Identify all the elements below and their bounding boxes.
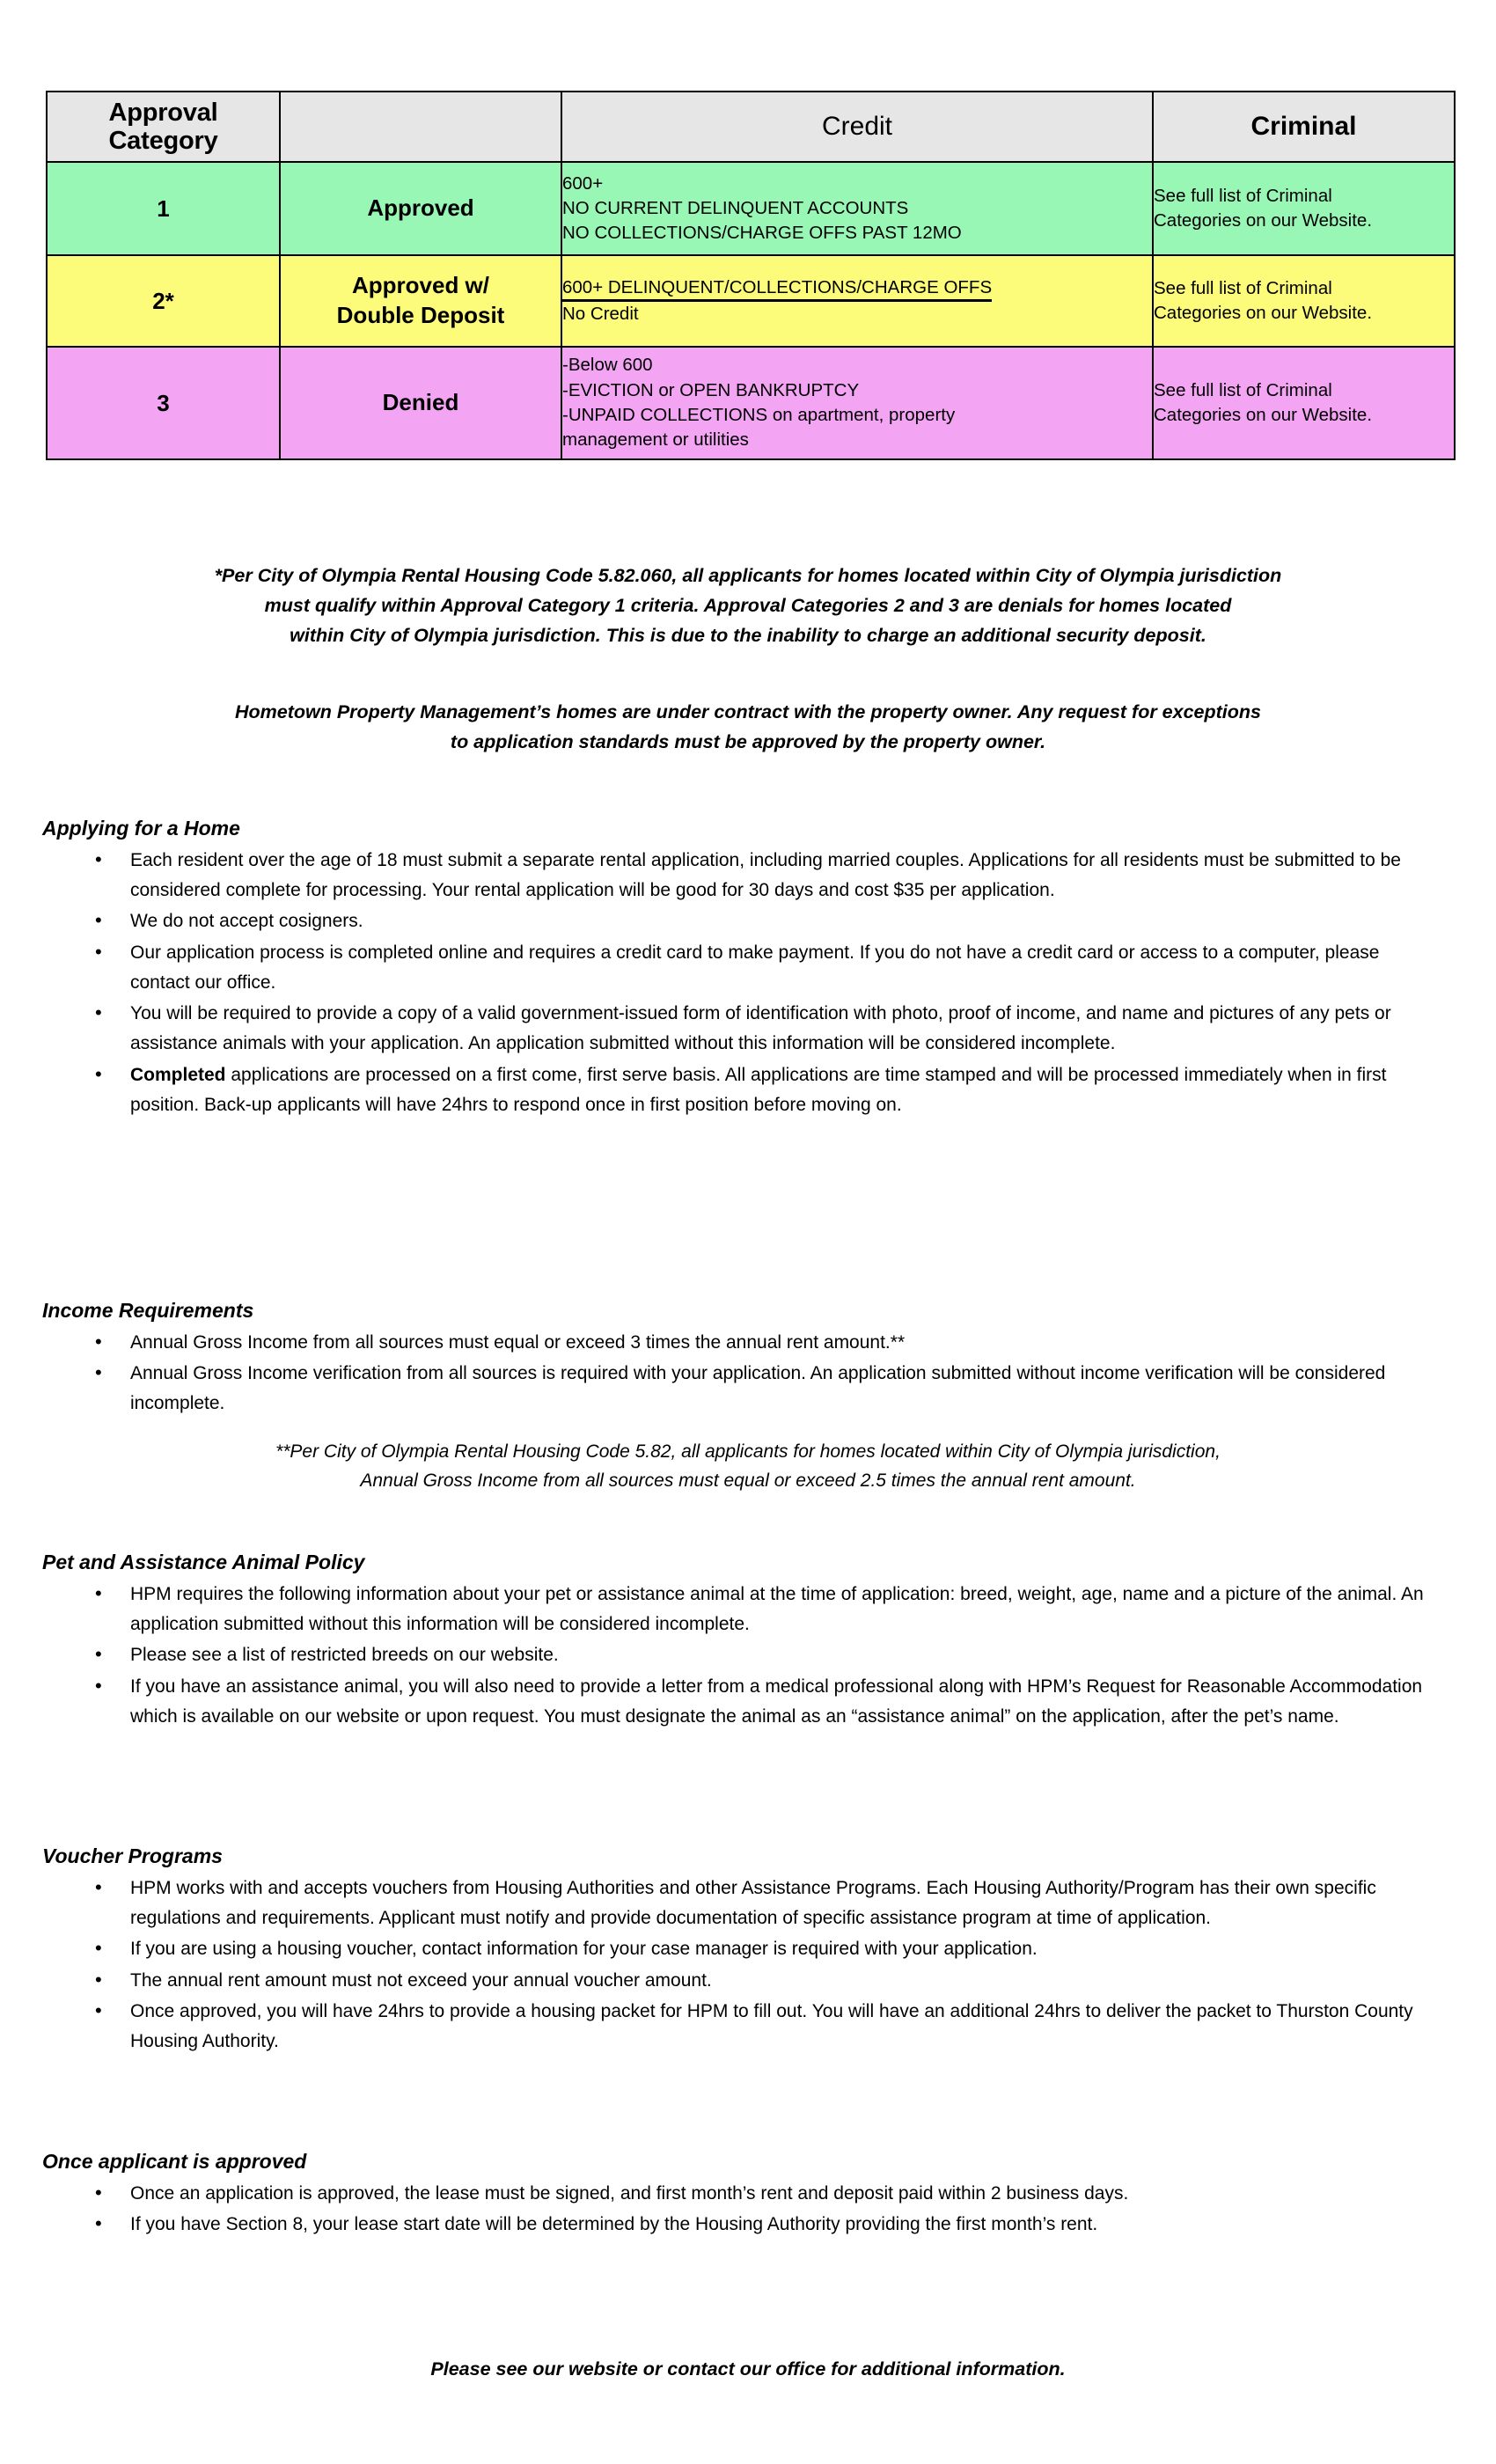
cell-status-2: [280, 255, 561, 347]
list-item: • HPM requires the following information about your pet or assistance animal at the time of application: breed, weight, age, name and a picture of the animal. An application submitted without this information will be considered incomplete.: [0, 1580, 1496, 1639]
subnote-line: Annual Gross Income from all sources must equal or exceed 2.5 times the annual rent amount.: [360, 1470, 1136, 1492]
credit-line-text: 600+ DELINQUENT/COLLECTIONS/CHARGE OFFS: [562, 277, 992, 303]
criminal-line: Categories on our Website.: [1154, 303, 1373, 323]
list-item-completed: [0, 1060, 1496, 1120]
section-title: Pet and Assistance Animal Policy: [42, 1551, 365, 1573]
list-item: • We do not accept cosigners.: [0, 906, 1496, 936]
criminal-line: Categories on our Website.: [1154, 210, 1373, 231]
list-item: • If you have Section 8, your lease start date will be determined by the Housing Authority providing the first month’s rent.: [0, 2210, 1496, 2240]
table-row-category-1: [47, 162, 1455, 255]
header-approval-category-line2: Category: [108, 127, 218, 155]
bullet-list-income: [0, 1328, 1496, 1419]
list-item: • HPM works with and accepts vouchers from Housing Authorities and other Assistance Programs. Each Housing Authority/Program has their own specific regulations and requirements. Applicant must notify and provide documentation of specific assistance program at time of application.: [0, 1874, 1496, 1933]
approval-criteria-table: [46, 91, 1454, 460]
section-title: Once applicant is approved: [42, 2150, 307, 2173]
subnote-line: **Per City of Olympia Rental Housing Code 5.82, all applicants for homes located within City of Olympia jurisdiction,: [275, 1441, 1221, 1462]
subnote-olympia-income: [0, 1437, 1496, 1496]
table-header-row: [47, 92, 1455, 162]
bullet-list-voucher: [0, 1874, 1496, 2057]
bullet-list-applying: [0, 846, 1496, 1120]
credit-line: No Credit: [562, 304, 639, 325]
note-line: to application standards must be approved by the property owner.: [450, 730, 1046, 752]
section-title: Voucher Programs: [42, 1844, 223, 1867]
header-approval-category: [47, 92, 280, 162]
list-item: • If you are using a housing voucher, contact information for your case manager is required with your application.: [0, 1934, 1496, 1964]
credit-line-underlined: [562, 275, 1152, 303]
bullet-list-pets: [0, 1580, 1496, 1732]
credit-line: management or utilities: [562, 429, 749, 451]
cell-category-2: 2*: [47, 255, 280, 347]
header-credit: Credit: [561, 92, 1153, 162]
criminal-line: See full list of Criminal: [1154, 379, 1332, 400]
list-item: • Each resident over the age of 18 must submit a separate rental application, including married couples. Applications for all residents must be submitted to be considered complete for processing. Your rental application will be good for 30 days and cost $35 per application.: [0, 846, 1496, 906]
table-row-category-2: [47, 255, 1455, 347]
list-item: • Once an application is approved, the lease must be signed, and first month’s rent and deposit paid within 2 business days.: [0, 2179, 1496, 2209]
credit-line: -UNPAID COLLECTIONS on apartment, property: [562, 405, 956, 425]
list-item: • If you have an assistance animal, you will also need to provide a letter from a medical professional along with HPM’s Request for Reasonable Accommodation which is available on our website or upon request. You must designate the animal as an “assistance animal” on the application, after the pet’s name.: [0, 1672, 1496, 1732]
credit-line: -EVICTION or OPEN BANKRUPTCY: [562, 379, 860, 400]
table-row-category-3: [47, 347, 1455, 459]
list-item: • The annual rent amount must not exceed your annual voucher amount.: [0, 1966, 1496, 1996]
section-pet-and-assistance-animal-policy: [0, 1551, 1496, 1733]
list-item: • Annual Gross Income verification from all sources is required with your application. An application submitted without income verification will be considered incomplete.: [0, 1359, 1496, 1419]
note-line: must qualify within Approval Category 1 criteria. Approval Categories 2 and 3 are denials for homes located: [264, 594, 1232, 616]
cell-status-1: Approved: [280, 162, 561, 255]
list-item: • Once approved, you will have 24hrs to provide a housing packet for HPM to fill out. You will have an additional 24hrs to deliver the packet to Thurston County Housing Authority.: [0, 1997, 1496, 2057]
cell-criminal-1: [1153, 162, 1455, 255]
section-applying-for-a-home: [0, 817, 1496, 1121]
list-item: • Annual Gross Income from all sources must equal or exceed 3 times the annual rent amount.**: [0, 1328, 1496, 1358]
section-once-applicant-is-approved: [0, 2150, 1496, 2240]
criminal-line: Categories on our Website.: [1154, 405, 1373, 425]
header-approval-category-line1: Approval: [108, 98, 218, 127]
bullet-list-approved: [0, 2179, 1496, 2240]
credit-line: NO CURRENT DELINQUENT ACCOUNTS: [562, 197, 909, 218]
cell-category-1: 1: [47, 162, 280, 255]
cell-status-3: Denied: [280, 347, 561, 459]
note-olympia-jurisdiction: [0, 561, 1496, 651]
note-line: within City of Olympia jurisdiction. This is due to the inability to charge an additional security deposit.: [290, 624, 1206, 646]
list-item: • Our application process is completed online and requires a credit card to make payment. If you do not have a credit card or access to a computer, please contact our office.: [0, 938, 1496, 998]
footer-note: Please see our website or contact our office for additional information.: [430, 2358, 1066, 2380]
section-title: Applying for a Home: [42, 817, 240, 840]
credit-line: NO COLLECTIONS/CHARGE OFFS PAST 12MO: [562, 223, 962, 244]
list-item: • Please see a list of restricted breeds on our website.: [0, 1640, 1496, 1670]
credit-line: 600+: [562, 172, 604, 194]
cell-criminal-2: [1153, 255, 1455, 347]
criminal-line: See full list of Criminal: [1154, 185, 1332, 206]
note-line: Hometown Property Management’s homes are under contract with the property owner. Any request for exceptions: [234, 701, 1262, 722]
cell-criminal-3: [1153, 347, 1455, 459]
status-line1: Approved w/: [351, 272, 489, 299]
section-voucher-programs: [0, 1844, 1496, 2057]
cell-credit-3: [561, 347, 1153, 459]
status-line2: Double Deposit: [336, 302, 505, 328]
note-property-owner-contract: [0, 698, 1496, 758]
criminal-line: See full list of Criminal: [1154, 277, 1332, 298]
list-item: • You will be required to provide a copy of a valid government-issued form of identification with photo, proof of income, and name and pictures of any pets or assistance animals with your application. An application submitted without this information will be considered incomplete.: [0, 999, 1496, 1059]
list-item-text: applications are processed on a first come, first serve basis. All applications are time stamped and will be processed immediately when in first position. Back-up applicants will have 24hrs to respond once in first position before moving on.: [130, 1064, 1387, 1115]
cell-category-3: 3: [47, 347, 280, 459]
section-income-requirements: [0, 1299, 1496, 1496]
note-line: *Per City of Olympia Rental Housing Code 5.82.060, all applicants for homes located within City of Olympia jurisdiction: [214, 565, 1282, 586]
header-status-blank: [280, 92, 561, 162]
header-criminal: Criminal: [1153, 92, 1455, 162]
cell-credit-1: [561, 162, 1153, 255]
section-title: Income Requirements: [42, 1299, 254, 1322]
bold-lead: Completed: [130, 1064, 226, 1085]
cell-credit-2: [561, 255, 1153, 347]
credit-line: -Below 600: [562, 355, 653, 376]
